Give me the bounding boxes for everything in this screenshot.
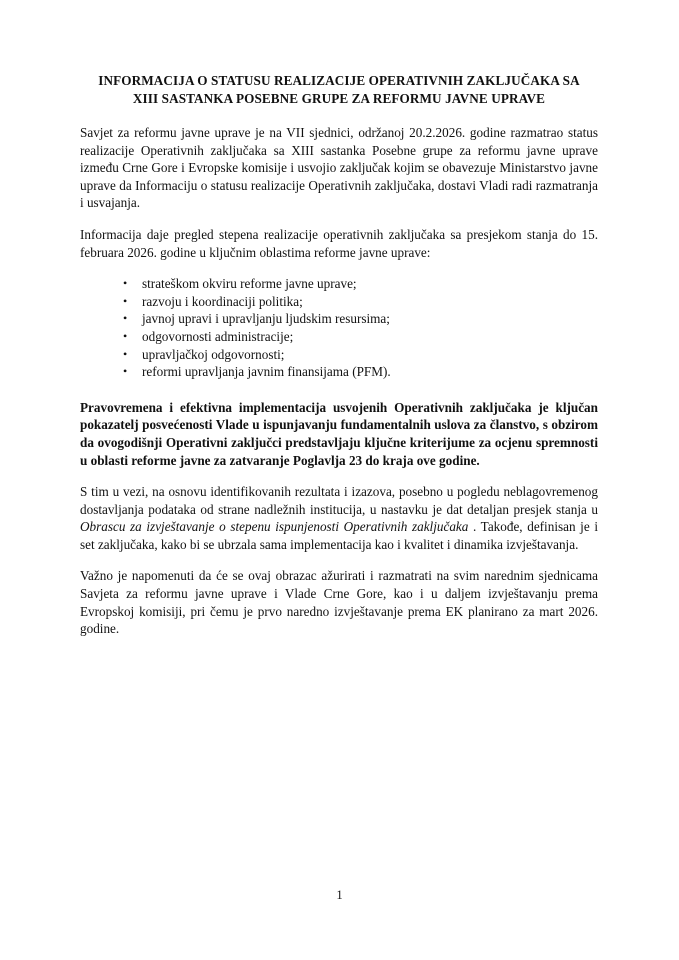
document-body: [80, 72, 598, 652]
page-title-line-2: XIII SASTANKA POSEBNE GRUPE ZA REFORMU JAVNE UPRAVE: [132, 91, 546, 106]
list-item: • odgovornosti administracije;: [123, 328, 598, 346]
page-number: 1: [336, 888, 343, 902]
paragraph-bold-statement: Pravovremena i efektivna implementacija usvojenih Operativnih zaključaka je ključan pokazatelj posvećenosti Vlade u ispunjavanju fundamentalnih uslova za članstvo, s obzirom da ovogodišnji Operativni zaključci predstavljaju ključne kriterijume za ocjenu spremnosti u oblasti reforme javne za zatvaranje Poglavlja 23 do kraja ove godine.: [80, 399, 598, 468]
form-reference-italic: Obrascu za izvještavanje o stepenu ispunjenosti Operativnih zaključaka: [80, 519, 469, 535]
paragraph-closing: Važno je napomenuti da će se ovaj obrazac ažurirati i razmatrati na svim narednim sjednicama Savjeta za reformu javne uprave i Vlade Crne Gore, kao i u daljem izvještavanju prema Evropskoj komisiji, pri čemu je prvo naredno izvještavanje prema EK planirano za mart 2026. godine.: [80, 568, 598, 637]
list-item: • javnoj upravi i upravljanju ljudskim resursima;: [123, 310, 598, 328]
paragraph-detail: [80, 483, 598, 553]
paragraph-intro: Savjet za reformu javne uprave je na VII sjednici, održanoj 20.2.2026. godine razmatrao status realizacije Operativnih zaključaka sa XIII sastanka Posebne grupe za reformu javne uprave između Crne Gore i Evropske komisije i usvojio zaključak kojim se obavezuje Ministarstvo javne uprave da Informaciju o statusu realizacije Operativnih zaključaka, dostavi Vladi radi razmatranja i usvajanja.: [80, 125, 598, 211]
key-areas-list: [80, 275, 598, 381]
list-item: • upravljačkoj odgovornosti;: [123, 346, 598, 364]
paragraph-detail-part1: S tim u vezi, na osnovu identifikovanih rezultata i izazova, posebno u pogledu neblagovremenog dostavljanja podataka od strane nadležnih institucija, u nastavku je dat detaljan presjek stanja u: [80, 484, 598, 517]
paragraph-detail-part2: . Takođe, definisan je i set zaključaka, kako bi se ubrzala sama implementacija kao i kvalitet i dinamika izvještavanja.: [80, 519, 598, 552]
list-item: • reformi upravljanja javnim finansijama (PFM).: [123, 363, 598, 381]
page-title: [80, 72, 598, 108]
page-title-line-1: INFORMACIJA O STATUSU REALIZACIJE OPERATIVNIH ZAKLJUČAKA SA: [98, 73, 580, 88]
list-item: • strateškom okviru reforme javne uprave;: [123, 275, 598, 293]
list-item: • razvoju i koordinaciji politika;: [123, 293, 598, 311]
paragraph-overview-lead: Informacija daje pregled stepena realizacije operativnih zaključaka sa presjekom stanja do 15. februara 2026. godine u ključnim oblastima reforme javne uprave:: [80, 226, 598, 260]
